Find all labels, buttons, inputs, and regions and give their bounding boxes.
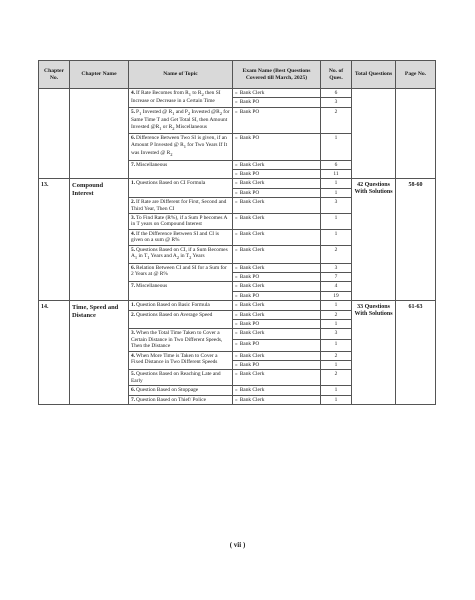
- topic-name: [129, 301, 233, 310]
- question-count: 19: [321, 291, 352, 300]
- exam-name: [233, 169, 321, 178]
- question-count: 2: [321, 310, 352, 319]
- chapter-name: Time, Speed and Distance: [70, 301, 129, 405]
- topic-number: 6.: [131, 387, 136, 394]
- exam-name: [233, 291, 321, 300]
- exam-label: Bank Clerk: [239, 311, 265, 318]
- arrow-icon: »: [235, 99, 238, 106]
- topic-number: 5.: [131, 371, 136, 378]
- topic-name: [129, 386, 233, 395]
- exam-name: [233, 301, 321, 310]
- exam-label: Bank Clerk: [239, 283, 265, 290]
- exam-name: [233, 370, 321, 386]
- exam-name: [233, 386, 321, 395]
- exam-label: Bank PO: [239, 341, 260, 348]
- topic-text: Questions Based on CI, if a Sum Becomes $A_1$ in $T_1$ Years and $A_2$ in $T_2$ Years: [131, 246, 228, 261]
- exam-name: [233, 340, 321, 351]
- arrow-icon: »: [235, 320, 238, 327]
- arrow-icon: »: [235, 311, 238, 318]
- exam-label: Bank Clerk: [239, 161, 265, 168]
- exam-name: [233, 160, 321, 169]
- topic-number: 6.: [131, 135, 136, 142]
- topic-text: Difference Between Two SI is given, if an Amount P Invested @ $R_1$ for Two Years If It was Invested @ $R_2$: [131, 135, 228, 158]
- arrow-icon: »: [235, 330, 238, 337]
- question-count: 3: [321, 263, 352, 272]
- topic-text: Relation Between CI and SI for a Sum for 2 Years at @ R%: [131, 264, 227, 277]
- question-count: 1: [321, 386, 352, 395]
- header-page-no: Page No.: [396, 61, 436, 89]
- topic-number: 3.: [131, 215, 136, 221]
- topic-number: 4.: [131, 230, 136, 237]
- chapter-no: 13.: [39, 179, 70, 301]
- question-count: 2: [321, 245, 352, 263]
- arrow-icon: »: [235, 396, 238, 403]
- exam-label: Bank Clerk: [239, 230, 265, 237]
- header-chapter-name: Chapter Name: [70, 61, 129, 89]
- question-count: 6: [321, 89, 352, 98]
- exam-label: Bank Clerk: [239, 215, 265, 221]
- arrow-icon: »: [235, 230, 238, 237]
- exam-name: [233, 310, 321, 319]
- topic-number: 7.: [131, 161, 136, 168]
- arrow-icon: »: [235, 361, 238, 368]
- question-count: 1: [321, 188, 352, 197]
- question-count: 7: [321, 272, 352, 281]
- exam-label: Bank PO: [239, 189, 260, 196]
- arrow-icon: »: [235, 199, 238, 206]
- arrow-icon: »: [235, 189, 238, 196]
- question-count: 3: [321, 329, 352, 340]
- exam-name: [233, 319, 321, 328]
- topic-name: [129, 229, 233, 245]
- exam-label: Bank Clerk: [239, 246, 265, 253]
- table-body: [39, 89, 436, 405]
- topic-number: 2.: [131, 311, 136, 318]
- exam-label: Bank Clerk: [239, 302, 265, 309]
- topic-text: Questions Based on CI Formula: [136, 180, 206, 187]
- exam-label: Bank PO: [239, 99, 260, 106]
- exam-name: [233, 329, 321, 340]
- contents-table: [38, 60, 436, 405]
- exam-name: [233, 360, 321, 369]
- topic-number: 2.: [131, 199, 136, 206]
- arrow-icon: »: [235, 108, 238, 115]
- question-count: 3: [321, 198, 352, 214]
- topic-text: If Rate Becomes from $R_1$ to $R_2$ then SI Increase or Decrease in a Certain Time: [131, 90, 221, 105]
- topic-text: If Rate are Different for First, Second and Third Year, Then CI: [131, 199, 227, 212]
- arrow-icon: »: [235, 387, 238, 394]
- question-count: 4: [321, 282, 352, 291]
- topic-number: 4.: [131, 90, 136, 96]
- topic-number: 1.: [131, 180, 136, 187]
- page-range: 61-63: [396, 301, 436, 405]
- exam-name: [233, 98, 321, 107]
- arrow-icon: »: [235, 352, 238, 359]
- arrow-icon: »: [235, 302, 238, 309]
- topic-name: [129, 245, 233, 263]
- exam-label: Bank Clerk: [239, 330, 265, 337]
- exam-name: [233, 214, 321, 230]
- topic-name: [129, 370, 233, 386]
- exam-name: [233, 89, 321, 98]
- topic-name: [129, 214, 233, 230]
- question-count: 1: [321, 134, 352, 160]
- topic-name: [129, 179, 233, 198]
- arrow-icon: »: [235, 180, 238, 187]
- topic-text: When the Total Time Taken to Cover a Certain Distance in Two Different Speeds, Then the Distance: [131, 330, 223, 350]
- topic-text: Question Based on Thief/ Police: [136, 396, 207, 403]
- exam-name: [233, 272, 321, 281]
- question-count: 1: [321, 179, 352, 188]
- chapter-name: Compound Interest: [70, 179, 129, 301]
- question-count: 2: [321, 351, 352, 360]
- exam-name: [233, 134, 321, 160]
- header-topic: Name of Topic: [129, 61, 233, 89]
- arrow-icon: »: [235, 292, 238, 299]
- topic-number: 4.: [131, 352, 136, 359]
- question-count: 2: [321, 370, 352, 386]
- topic-name: [129, 282, 233, 301]
- topic-number: 7.: [131, 283, 136, 290]
- table-row: [39, 301, 436, 310]
- table-row: [39, 179, 436, 188]
- topic-text: Miscellaneous: [136, 283, 168, 290]
- question-count: 1: [321, 360, 352, 369]
- arrow-icon: »: [235, 246, 238, 253]
- topic-text: To Find Rate (R%), if a Sum P becomes A in T years on Compound Interest: [131, 215, 228, 228]
- question-count: 1: [321, 319, 352, 328]
- topic-name: [129, 160, 233, 179]
- exam-label: Bank PO: [239, 320, 260, 327]
- exam-name: [233, 282, 321, 291]
- exam-name: [233, 263, 321, 272]
- topic-name: [129, 329, 233, 351]
- topic-name: [129, 395, 233, 404]
- total-questions: 42 Questions With Solutions: [352, 179, 396, 301]
- exam-label: Bank Clerk: [239, 90, 265, 96]
- question-count: 11: [321, 169, 352, 178]
- total-questions: [352, 89, 396, 179]
- exam-name: [233, 395, 321, 404]
- page-range: [396, 89, 436, 179]
- header-row: [39, 61, 436, 89]
- arrow-icon: »: [235, 264, 238, 271]
- arrow-icon: »: [235, 273, 238, 280]
- topic-name: [129, 263, 233, 282]
- exam-label: Bank Clerk: [239, 352, 265, 359]
- exam-name: [233, 179, 321, 188]
- exam-label: Bank Clerk: [239, 396, 265, 403]
- topic-text: Miscellaneous: [136, 161, 168, 168]
- topic-name: [129, 89, 233, 108]
- total-questions: 33 Questions With Solutions: [352, 301, 396, 405]
- chapter-name: [70, 89, 129, 179]
- exam-label: Bank PO: [239, 170, 260, 177]
- arrow-icon: »: [235, 90, 238, 96]
- exam-label: Bank Clerk: [239, 387, 265, 394]
- header-total-questions: Total Questions: [352, 61, 396, 89]
- exam-label: Bank PO: [239, 292, 260, 299]
- arrow-icon: »: [235, 135, 238, 142]
- topic-number: 5.: [131, 246, 136, 253]
- question-count: 1: [321, 229, 352, 245]
- question-count: 2: [321, 107, 352, 133]
- arrow-icon: »: [235, 161, 238, 168]
- exam-label: Bank Clerk: [239, 264, 265, 271]
- header-exam-name: Exam Name (Best Questions Covered till March, 2025): [233, 61, 321, 89]
- exam-label: Bank PO: [239, 273, 260, 280]
- topic-text: Questions Based on Reaching Late and Early: [131, 371, 221, 384]
- chapter-no: 14.: [39, 301, 70, 405]
- topic-name: [129, 310, 233, 329]
- topic-text: Questions Based on Average Speed: [136, 311, 213, 318]
- topic-number: 5.: [131, 108, 136, 115]
- arrow-icon: »: [235, 371, 238, 378]
- question-count: 1: [321, 395, 352, 404]
- topic-name: [129, 351, 233, 370]
- exam-label: Bank PO: [239, 361, 260, 368]
- topic-text: When More Time is Taken to Cover a Fixed Distance in Two Different Speeds: [131, 352, 218, 365]
- exam-label: Bank PO: [239, 108, 260, 115]
- topic-name: [129, 134, 233, 160]
- topic-name: [129, 198, 233, 214]
- question-count: 1: [321, 214, 352, 230]
- header-no-of-ques: No. of Ques.: [321, 61, 352, 89]
- topic-number: 7.: [131, 396, 136, 403]
- arrow-icon: »: [235, 341, 238, 348]
- topic-text: Question Based on Stoppage: [136, 387, 199, 394]
- arrow-icon: »: [235, 283, 238, 290]
- topic-text: Question Based on Basic Formula: [136, 302, 210, 309]
- question-count: 1: [321, 340, 352, 351]
- topic-number: 1.: [131, 302, 136, 309]
- topic-text: $P_1$ Invested @ $R_1$ and $P_2$ Invested $@R_2$ for Same Time T and Get Total SI, then Amount Invested $@R_1$ or $R_2$ Miscellaneous: [131, 108, 230, 131]
- exam-name: [233, 351, 321, 360]
- question-count: 3: [321, 98, 352, 107]
- arrow-icon: »: [235, 215, 238, 221]
- header-chapter-no: Chapter No.: [39, 61, 70, 89]
- topic-name: [129, 107, 233, 133]
- exam-name: [233, 245, 321, 263]
- arrow-icon: »: [235, 170, 238, 177]
- exam-label: Bank PO: [239, 135, 260, 142]
- topic-number: 3.: [131, 330, 136, 337]
- question-count: 6: [321, 160, 352, 169]
- exam-name: [233, 198, 321, 214]
- exam-name: [233, 188, 321, 197]
- page-number: ( vii ): [229, 541, 246, 549]
- exam-name: [233, 107, 321, 133]
- question-count: 1: [321, 301, 352, 310]
- exam-label: Bank Clerk: [239, 180, 265, 187]
- exam-name: [233, 229, 321, 245]
- topic-text: If the Difference Between SI and CI is given on a sum @ R%: [131, 230, 220, 244]
- topic-number: 6.: [131, 264, 136, 271]
- exam-label: Bank Clerk: [239, 371, 265, 378]
- exam-label: Bank Clerk: [239, 199, 265, 206]
- page-range: 58-60: [396, 179, 436, 301]
- chapter-no: [39, 89, 70, 179]
- table-row: [39, 89, 436, 98]
